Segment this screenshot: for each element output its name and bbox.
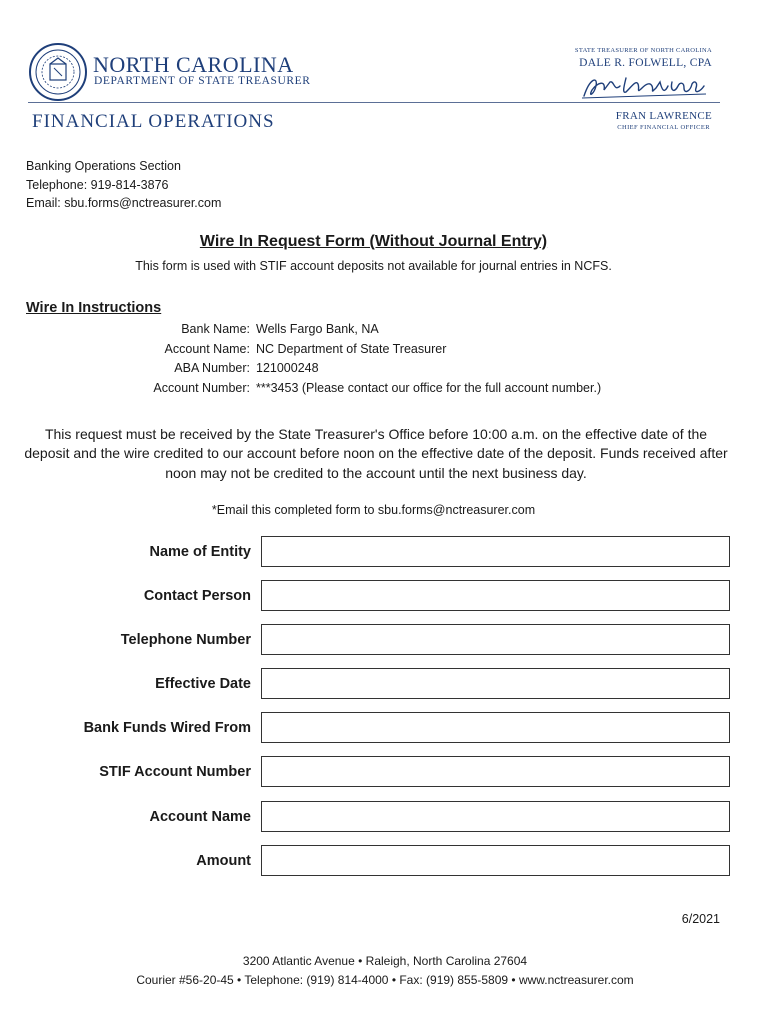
cfo-name: FRAN LAWRENCE xyxy=(615,110,712,122)
aba-number-label: ABA Number: xyxy=(174,361,250,376)
bank-name-value: Wells Fargo Bank, NA xyxy=(256,322,379,336)
email-note: *Email this completed form to sbu.forms@nctreasurer.com xyxy=(211,503,536,517)
org-name: NORTH CAROLINA xyxy=(93,52,294,77)
contact-section: Banking Operations Section xyxy=(26,159,181,173)
form-title: Wire In Request Form (Without Journal Entry) xyxy=(199,233,548,250)
account-name-field-label: Account Name xyxy=(149,809,251,825)
telephone-label: Telephone Number xyxy=(120,632,251,648)
form-subtitle: This form is used with STIF account deposits not available for journal entries in NCFS. xyxy=(135,259,612,273)
instructions-title: Wire In Instructions xyxy=(26,300,162,316)
contact-person-input[interactable] xyxy=(261,580,730,611)
account-number-label: Account Number: xyxy=(153,381,250,396)
stif-account-input[interactable] xyxy=(261,756,730,787)
contact-block xyxy=(26,157,221,213)
effective-date-input[interactable] xyxy=(261,668,730,699)
account-number-value: ***3453 (Please contact our office for the full account number.) xyxy=(256,381,602,396)
effective-date-label: Effective Date xyxy=(155,676,251,692)
telephone-input[interactable] xyxy=(261,624,730,655)
instructions-values xyxy=(256,320,601,399)
amount-label: Amount xyxy=(196,853,251,869)
footer-address: 3200 Atlantic Avenue • Raleigh, North Carolina 27604 xyxy=(242,954,528,968)
contact-person-label: Contact Person xyxy=(143,588,251,604)
account-name-input[interactable] xyxy=(261,801,730,832)
footer-contact: Courier #56-20-45 • Telephone: (919) 814-4000 • Fax: (919) 855-5809 • www.nctreasurer.com xyxy=(136,973,634,987)
treasurer-signature xyxy=(580,72,710,100)
state-seal-icon xyxy=(28,42,88,102)
bank-from-label: Bank Funds Wired From xyxy=(83,720,251,736)
aba-number-value: 121000248 xyxy=(256,361,319,376)
treasurer-title: STATE TREASURER OF NORTH CAROLINA xyxy=(574,47,712,54)
header-divider xyxy=(28,102,720,103)
deadline-notice: This request must be received by the State Treasurer's Office before 10:00 a.m. on the effective date of the deposit and the wire credited to our account before noon on the effective date of the deposit. Funds received after noon may not be credited to the account until the next business day. xyxy=(24,426,728,481)
entity-label: Name of Entity xyxy=(149,544,251,560)
account-name-value: NC Department of State Treasurer xyxy=(256,341,447,356)
instructions-labels xyxy=(0,320,250,399)
bank-from-input[interactable] xyxy=(261,712,730,743)
account-name-label: Account Name: xyxy=(164,341,250,356)
revision-date: 6/2021 xyxy=(681,912,720,926)
section-title: FINANCIAL OPERATIONS xyxy=(32,111,275,132)
org-department: DEPARTMENT OF STATE TREASURER xyxy=(94,75,311,87)
treasurer-name: DALE R. FOLWELL, CPA xyxy=(579,57,712,69)
contact-email: Email: sbu.forms@nctreasurer.com xyxy=(26,196,222,211)
cfo-title: CHIEF FINANCIAL OFFICER xyxy=(617,124,710,131)
contact-telephone: Telephone: 919-814-3876 xyxy=(26,177,169,192)
entity-input[interactable] xyxy=(261,536,730,567)
bank-name-label: Bank Name: xyxy=(181,322,250,336)
stif-account-label: STIF Account Number xyxy=(99,764,251,780)
amount-input[interactable] xyxy=(261,845,730,876)
